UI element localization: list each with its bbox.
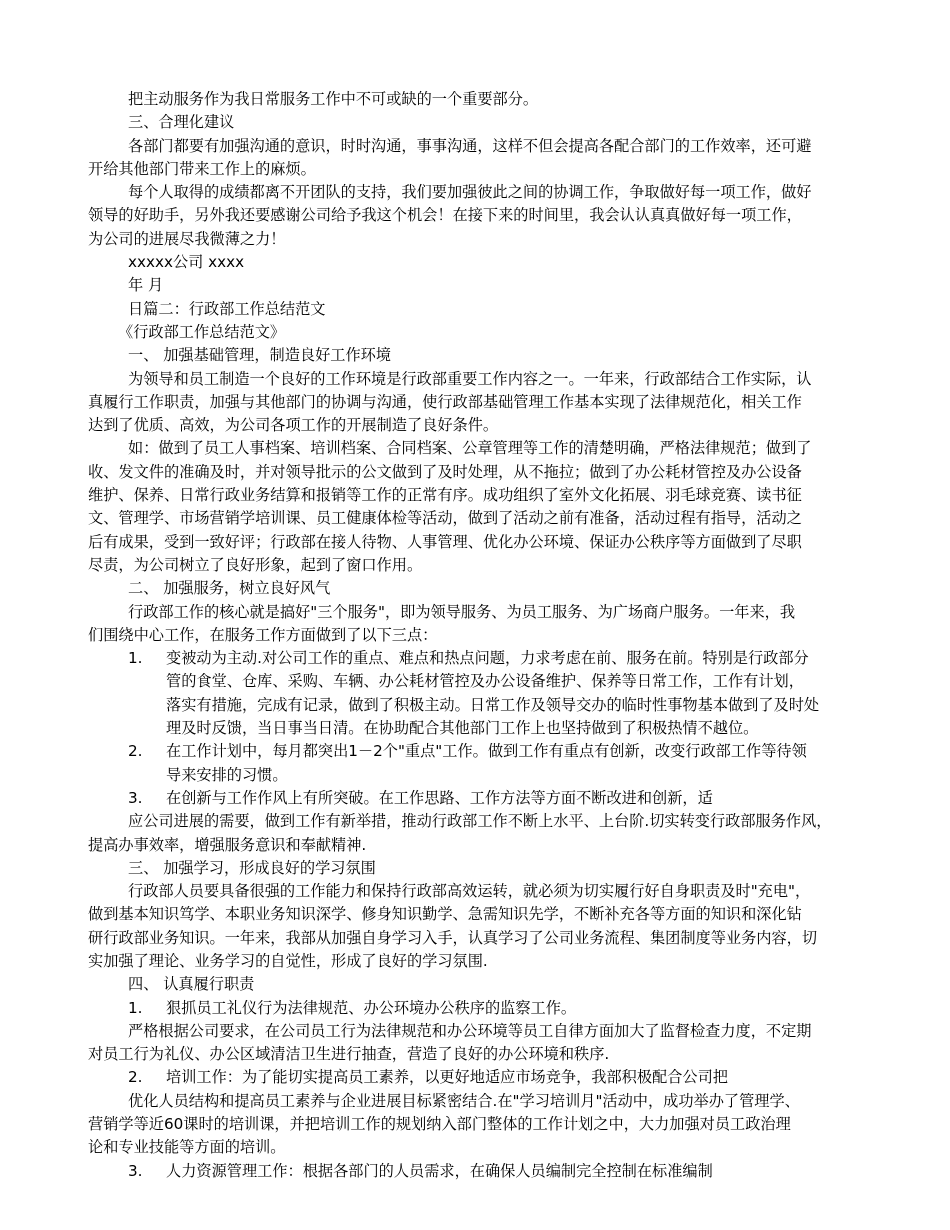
text-line: 们围绕中心工作，在服务工作方面做到了以下三点： <box>88 625 438 644</box>
list-item-text: 在创新与工作作风上有所突破。在工作思路、工作方法等方面不断改进和创新，适 <box>166 788 713 807</box>
text-line: 优化人员结构和提高员工素养与企业进展目标紧密结合.在"学习培训月"活动中，成功举办了管理学、 <box>128 1091 800 1110</box>
article-subtitle: 《行政部工作总结范文》 <box>118 322 286 341</box>
text-line: 营销学等近60课时的培训课，并把培训工作的规划纳入部门整体的工作计划之中，大力加强对员工政治理 <box>88 1115 791 1134</box>
text-line: 研行政部业务知识。一年来，我部从加强自身学习入手，认真学习了公司业务流程、集团制度等业务内容，切 <box>88 928 817 947</box>
text-line: 开给其他部门带来工作上的麻烦。 <box>88 159 316 178</box>
document-page <box>0 88 950 1183</box>
list-item-text: 人力资源管理工作：根据各部门的人员需求，在确保人员编制完全控制在标准编制 <box>166 1161 713 1180</box>
text-line: 为公司的进展尽我微薄之力！ <box>88 229 286 248</box>
text-line: 维护、保养、日常行政业务结算和报销等工作的正常有序。成功组织了室外文化拓展、羽毛球竞赛、读书征 <box>88 486 802 505</box>
list-number: 1. <box>128 649 143 668</box>
list-item <box>0 1160 950 1183</box>
text-line: 收、发文件的准确及时，并对领导批示的公文做到了及时处理，从不拖拉；做到了办公耗材管控及办公设备 <box>88 462 802 481</box>
list-item-text: 狠抓员工礼仪行为法律规范、办公环境办公秩序的监察工作。 <box>166 998 577 1017</box>
signature-company: xxxxx公司 xxxx <box>128 253 245 272</box>
text-line: 如：做到了员工人事档案、培训档案、合同档案、公章管理等工作的清楚明确，严格法律规范；做到了 <box>128 439 812 458</box>
section-heading: 四、 认真履行职责 <box>128 975 255 994</box>
text-line: 提高办事效率，增强服务意识和奉献精神. <box>88 835 367 854</box>
text-line: 把主动服务作为我日常服务工作中不可或缺的一个重要部分。 <box>128 90 539 108</box>
text-line: 行政部工作的核心就是搞好"三个服务"，即为领导服务、为员工服务、为广场商户服务。一年来，我 <box>128 602 796 621</box>
list-item <box>0 787 950 810</box>
text-line: 论和专业技能等方面的培训。 <box>88 1138 286 1157</box>
text-line: 理及时反馈，当日事当日清。在协助配合其他部门工作上也坚持做到了积极热情不越位。 <box>166 719 759 738</box>
text-line: 严格根据公司要求，在公司员工行为法律规范和办公环境等员工自律方面加大了监督检查力度，不定期 <box>128 1021 812 1040</box>
text-line: 各部门都要有加强沟通的意识，时时沟通，事事沟通，这样不但会提高各配合部门的工作效率，还可避 <box>128 136 812 155</box>
text-line: 达到了优质、高效，为公司各项工作的开展制造了良好条件。 <box>88 416 499 435</box>
text-line: 后有成果，受到一致好评；行政部在接人待物、人事管理、优化办公环境、保证办公秩序等方面做到了尽职 <box>88 532 802 551</box>
list-item <box>0 647 950 670</box>
text-line: 行政部人员要具备很强的工作能力和保持行政部高效运转，就必须为切实履行好自身职责及时"充电"， <box>128 882 811 901</box>
list-item <box>0 997 950 1020</box>
text-line: 管的食堂、仓库、采购、车辆、办公耗材管控及办公设备维护、保养等日常工作，工作有计划， <box>166 672 804 691</box>
text-line: 对员工行为礼仪、办公区域清洁卫生进行抽查，营造了良好的办公环境和秩序. <box>88 1045 610 1064</box>
section-heading: 三、合理化建议 <box>128 113 235 132</box>
text-line: 真履行工作职责，加强与其他部门的协调与沟通，使行政部基础管理工作基本实现了法律规范化，相关工作 <box>88 392 802 411</box>
list-item <box>0 740 950 763</box>
signature-date: 年 月 <box>128 276 164 295</box>
text-line: 导来安排的习惯。 <box>166 765 288 784</box>
text-line: 实加强了理论、业务学习的自觉性，形成了良好的学习氛围. <box>88 951 488 970</box>
text-line: 应公司进展的需要，做到工作有新举措，推动行政部工作不断上水平、上台阶.切实转变行政部服务作风， <box>128 812 832 831</box>
list-number: 2. <box>128 742 143 761</box>
article-title: 日篇二：行政部工作总结范文 <box>128 299 326 318</box>
list-number: 3. <box>128 788 143 807</box>
list-item-text: 在工作计划中，每月都突出1－2个"重点"工作。做到工作有重点有创新，改变行政部工作等待领 <box>166 742 807 761</box>
list-item-text: 变被动为主动.对公司工作的重点、难点和热点问题，力求考虑在前、服务在前。特别是行政部分 <box>166 649 809 668</box>
section-heading: 一、 加强基础管理，制造良好工作环境 <box>128 346 392 365</box>
text-line: 为领导和员工制造一个良好的工作环境是行政部重要工作内容之一。一年来，行政部结合工作实际，认 <box>128 369 812 388</box>
list-number: 2. <box>128 1068 143 1087</box>
list-number: 3. <box>128 1161 143 1180</box>
text-line: 文、管理学、市场营销学培训课、员工健康体检等活动，做到了活动之前有准备，活动过程有指导，活动之 <box>88 509 802 528</box>
text-line: 领导的好助手，另外我还要感谢公司给予我这个机会！在接下来的时间里，我会认认真真做好每一项工作， <box>88 206 802 225</box>
list-item-text: 培训工作：为了能切实提高员工素养，以更好地适应市场竞争，我部积极配合公司把 <box>166 1068 728 1087</box>
text-line: 每个人取得的成绩都离不开团队的支持，我们要加强彼此之间的协调工作，争取做好每一项工作，做好 <box>128 183 812 202</box>
section-heading: 三、 加强学习，形成良好的学习氛围 <box>128 858 376 877</box>
text-line: 落实有措施，完成有记录，做到了积极主动。日常工作及领导交办的临时性事物基本做到了及时处 <box>166 695 820 714</box>
text-line: 做到基本知识笃学、本职业务知识深学、修身知识勤学、急需知识先学，不断补充各等方面的知识和深化钻 <box>88 905 802 924</box>
list-number: 1. <box>128 998 143 1017</box>
list-item <box>0 1066 950 1089</box>
section-heading: 二、 加强服务，树立良好风气 <box>128 579 331 598</box>
text-line: 尽责，为公司树立了良好形象，起到了窗口作用。 <box>88 555 423 574</box>
